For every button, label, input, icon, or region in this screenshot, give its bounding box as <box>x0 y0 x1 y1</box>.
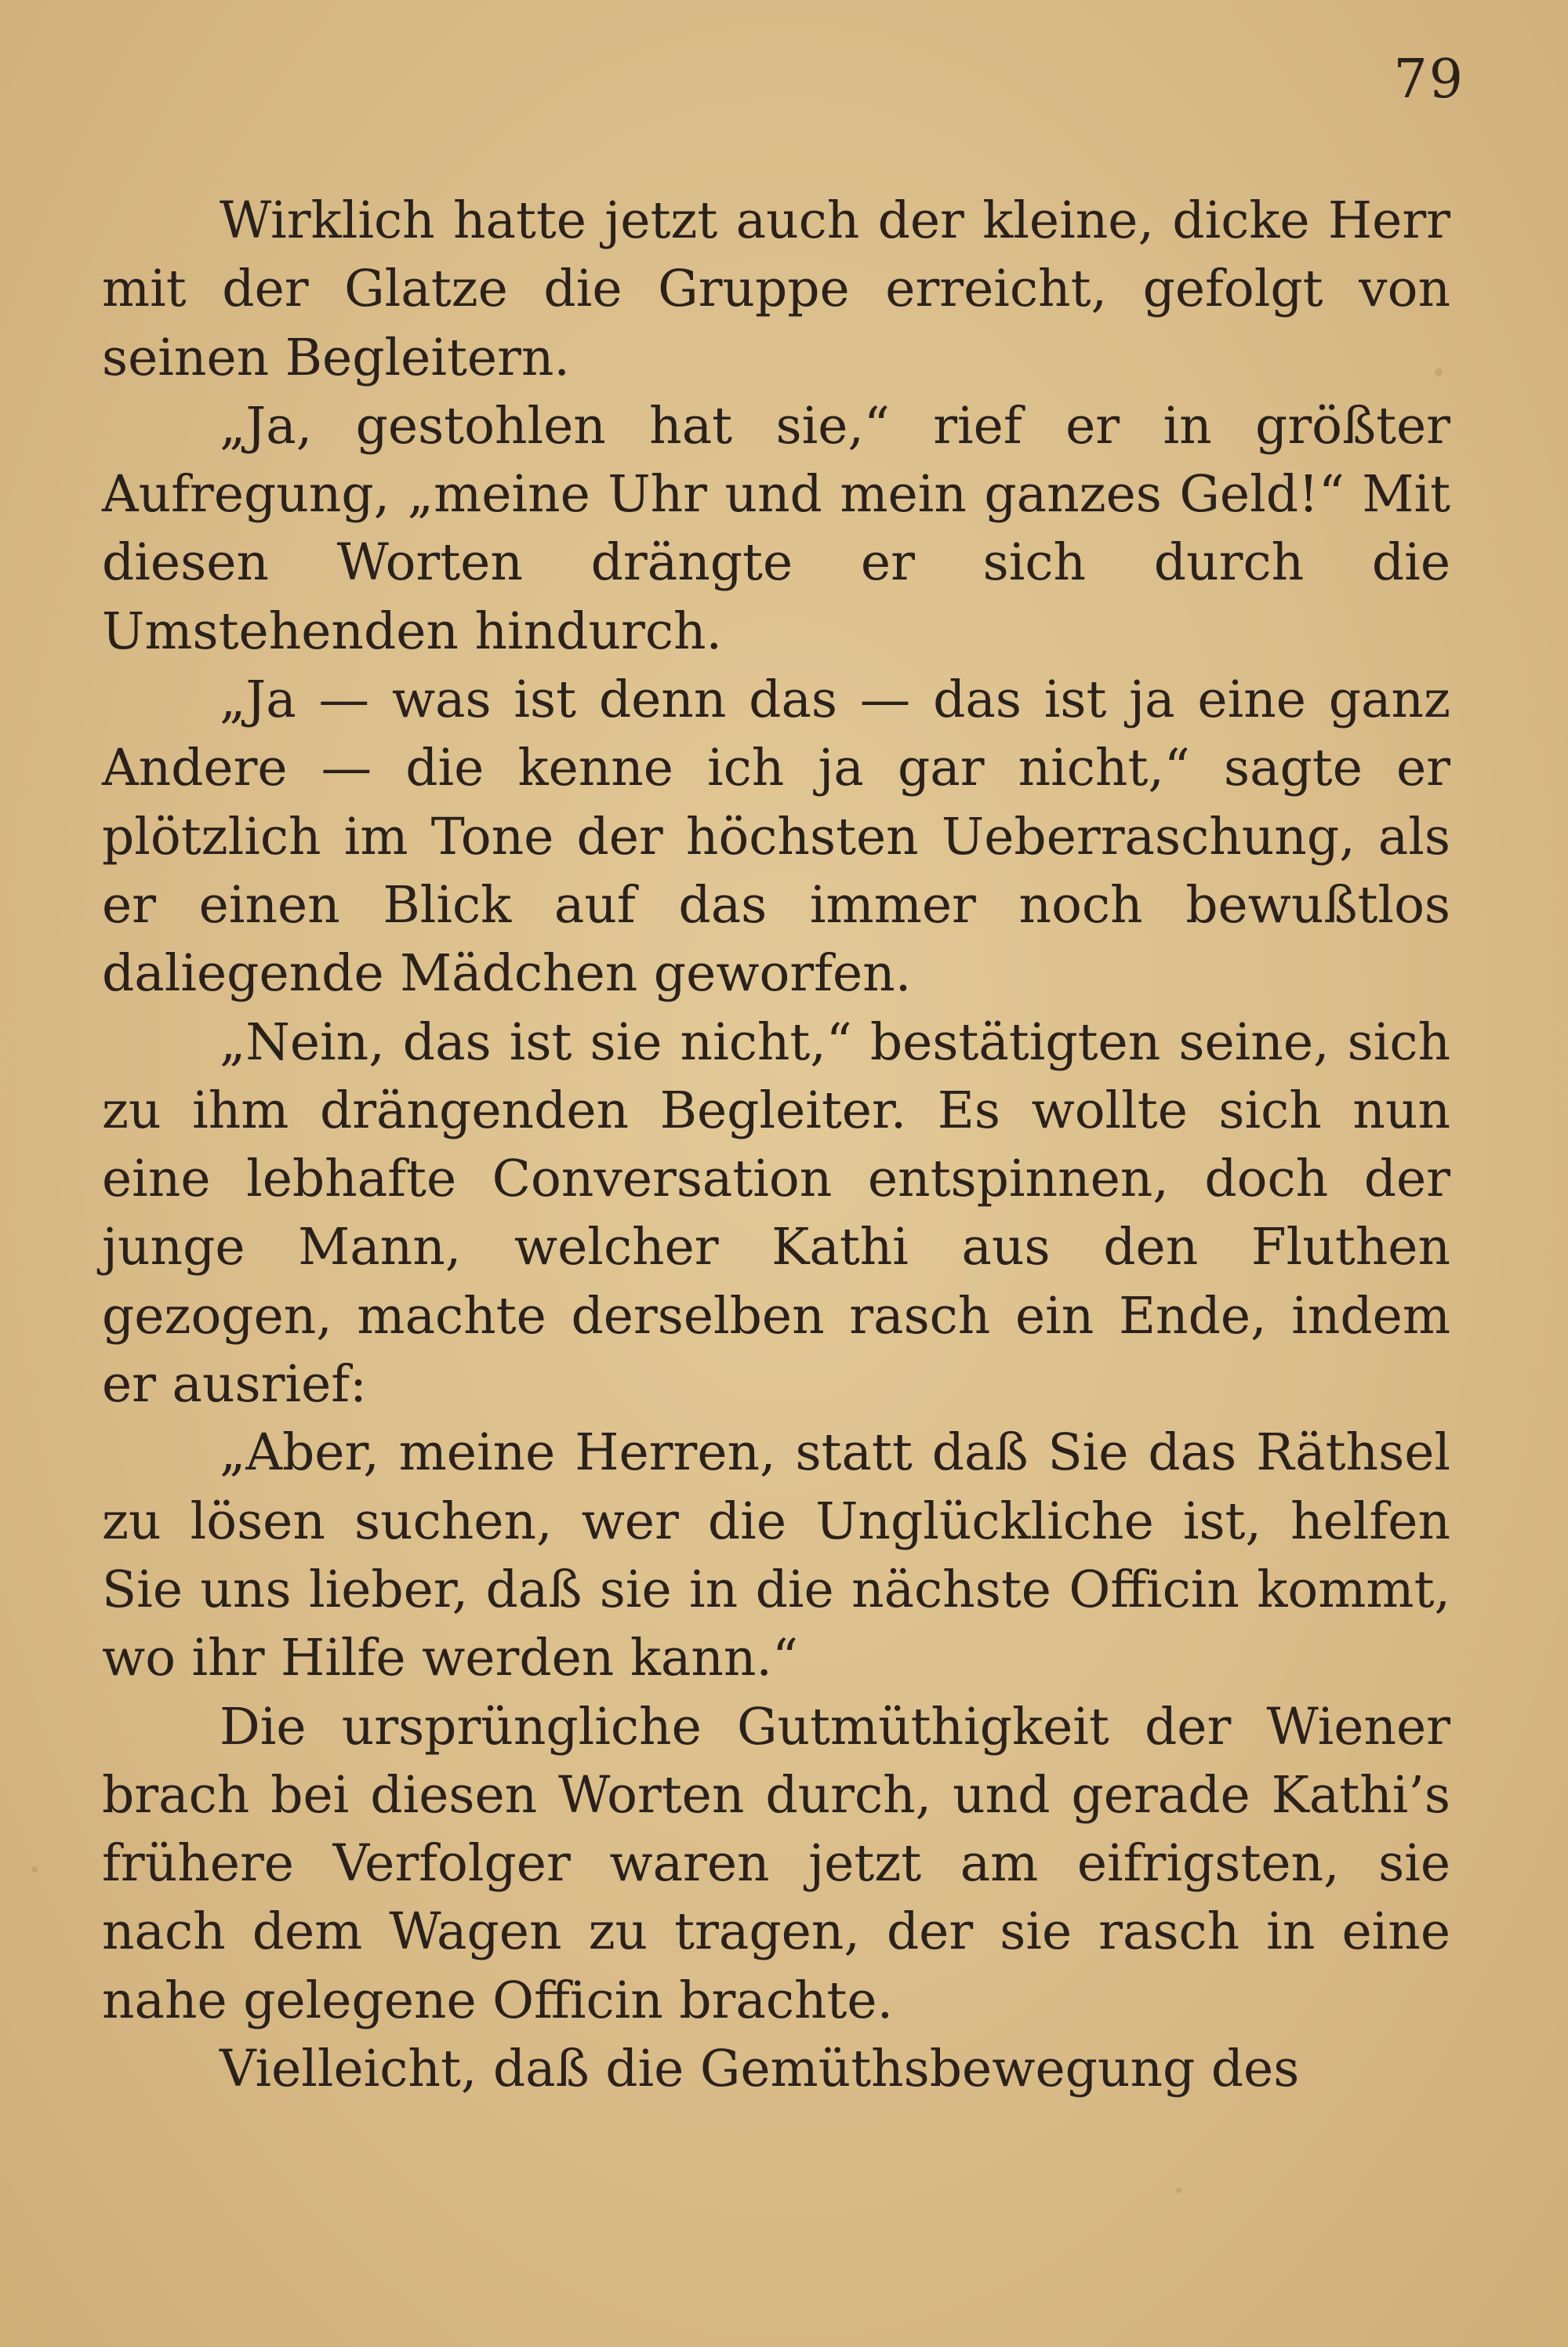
paper-stain <box>1176 2188 1181 2193</box>
paragraph-7: Vielleicht, daß die Gemüthsbewegung des <box>220 2040 1300 2099</box>
page-number: 79 <box>1393 49 1465 111</box>
paragraph-2: „Ja, gestohlen hat sie,“ rief er in größter Aufregung, „meine Uhr und mein ganzes Geld!“ Mit diesen Worten drängte er sich durch die Umstehenden hindurch. <box>102 396 1450 661</box>
paragraph-5: „Aber, meine Herren, statt daß Sie das Räthsel zu lösen suchen, wer die Unglückliche ist, helfen Sie uns lieber, daß sie in die nächste Officin kommt, wo ihr Hilfe werden kann.“ <box>102 1423 1450 1688</box>
body-text <box>102 187 1450 2103</box>
paragraph-3: „Ja — was ist denn das — das ist ja eine ganz Andere — die kenne ich ja gar nicht,“ sagte er plötzlich im Tone der höchsten Ueberraschung, als er einen Blick auf das immer noch bewußtlos daliegende Mädchen geworfen. <box>102 670 1450 1004</box>
paragraph-6: Die ursprüngliche Gutmüthigkeit der Wiener brach bei diesen Worten durch, und gerade Kathi’s frühere Verfolger waren jetzt am eifrigsten, sie nach dem Wagen zu tragen, der sie rasch in eine nahe gelegene Officin brachte. <box>102 1697 1450 2030</box>
paper-stain <box>31 1866 38 1873</box>
paragraph-4: „Nein, das ist sie nicht,“ bestätigten seine, sich zu ihm drängenden Begleiter. Es wollte sich nun eine lebhafte Conversation entspinnen, doch der junge Mann, welcher Kathi aus den Fluthen gezogen, machte derselben rasch ein Ende, indem er ausrief: <box>102 1012 1450 1415</box>
paragraph-1: Wirklich hatte jetzt auch der kleine, dicke Herr mit der Glatze die Gruppe erreicht, gefolgt von seinen Begleitern. <box>102 191 1450 387</box>
